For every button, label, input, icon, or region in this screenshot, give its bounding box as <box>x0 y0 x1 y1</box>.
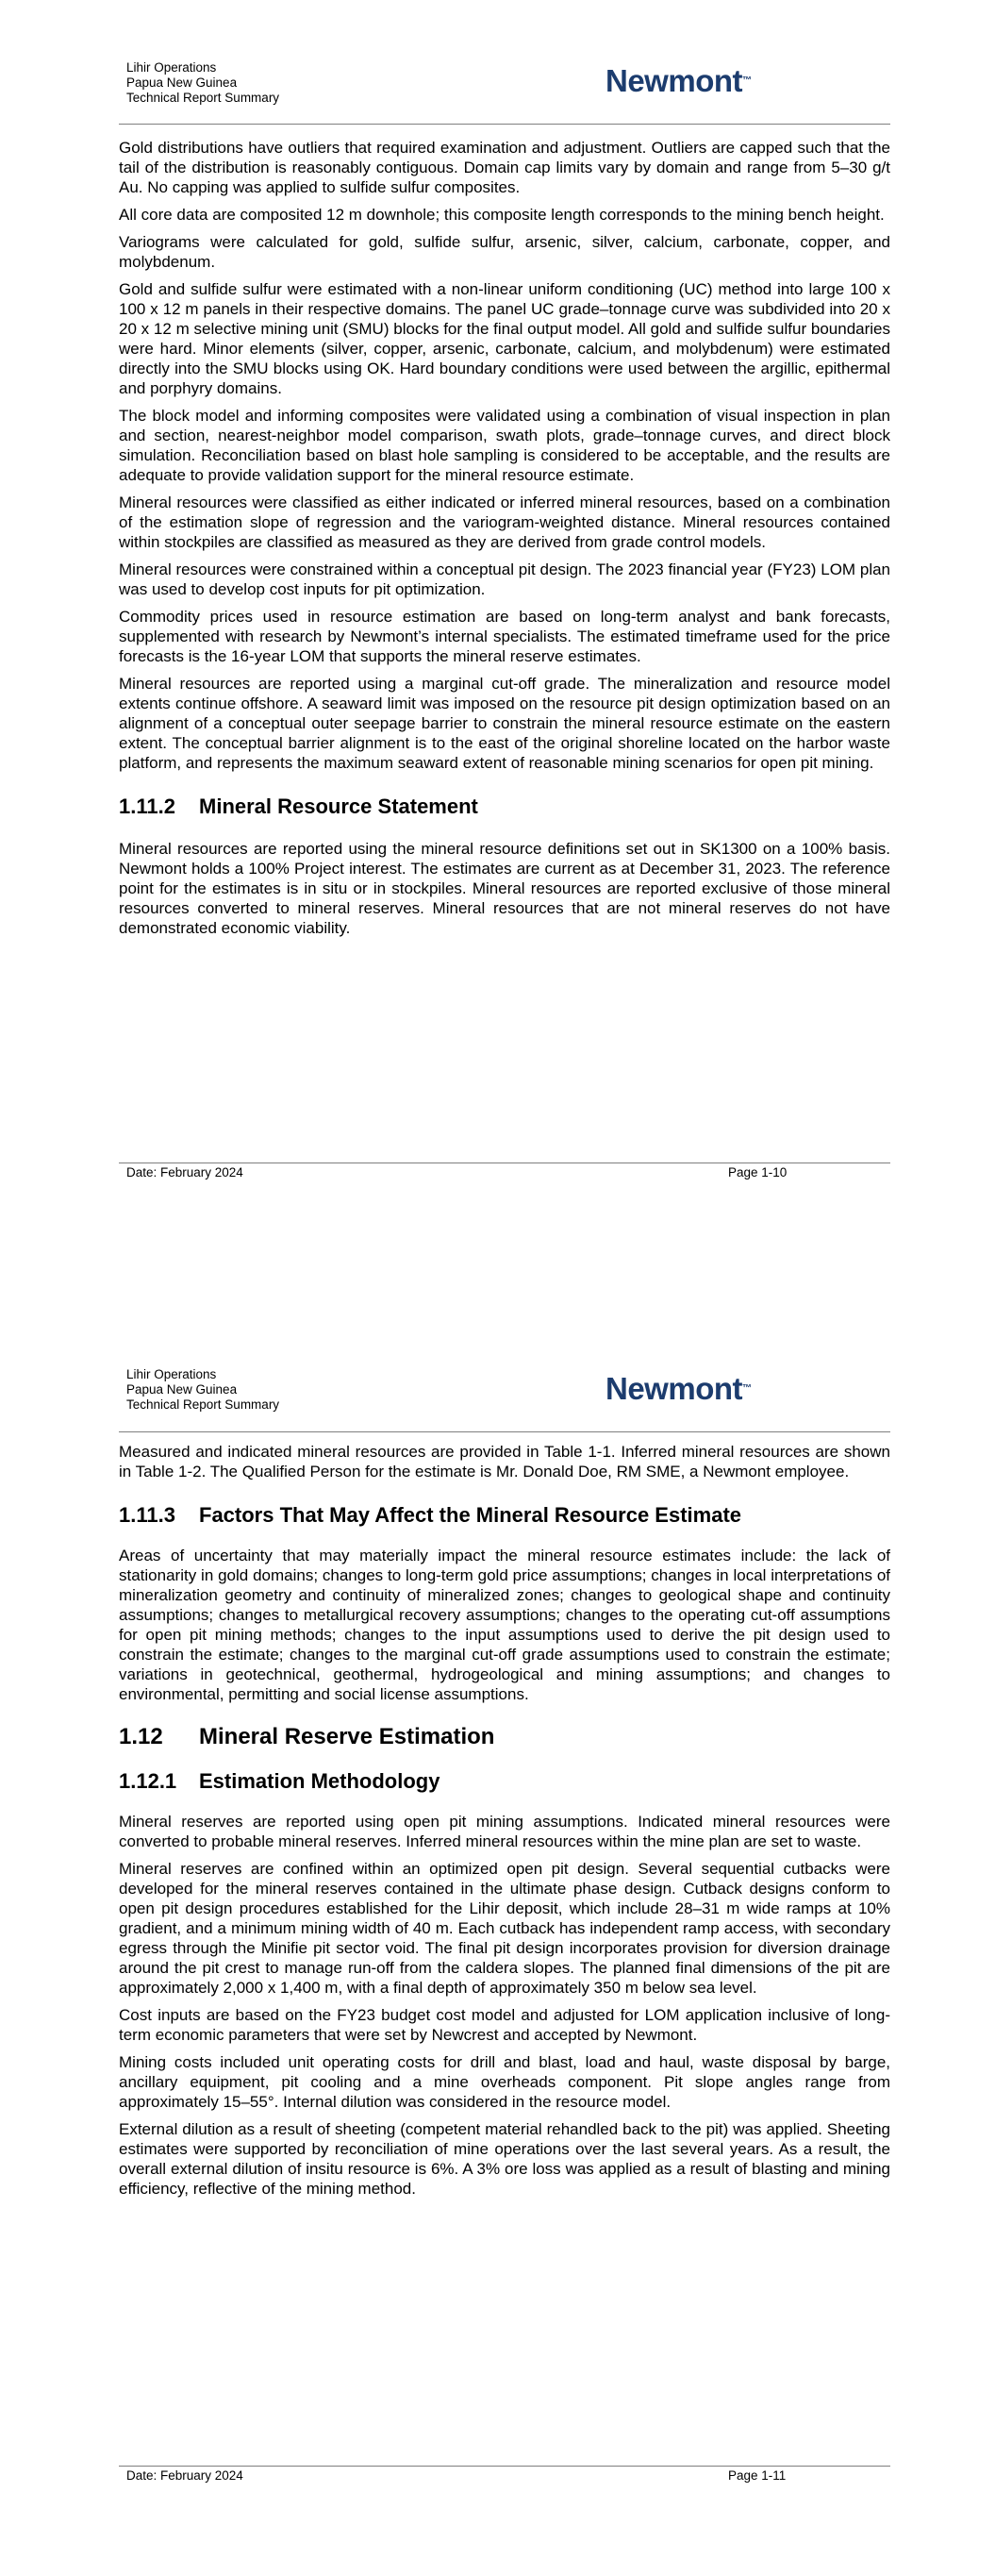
header-country: Papua New Guinea <box>126 1382 238 1397</box>
paragraph: Mining costs included unit operating costs for drill and blast, load and haul, waste disposal by barge, ancillary equipment, pit cooling and a mine overheads component. Pit slope angles range from approximately 15–55°. Internal dilution was considered in the resource model. <box>119 2053 890 2111</box>
header-country: Papua New Guinea <box>126 75 238 90</box>
paragraph: Variograms were calculated for gold, sulfide sulfur, arsenic, silver, calcium, carbonate, copper, and molybdenum. <box>119 233 890 271</box>
section-number: 1.11.2 <box>119 795 175 818</box>
logo-wordmark: Newmont <box>605 1371 742 1406</box>
section-title: Mineral Resource Statement <box>199 795 478 818</box>
paragraph: Mineral resources are reported using the mineral resource definitions set out in SK1300 on a 100% basis. Newmont holds a 100% Project interest. The estimates are current as at December 31, 2023. The reference point for the estimates is in situ or in stockpiles. Mineral resources are reported exclusive of those mineral resources converted to mineral reserves. Mineral resources that are not mineral reserves do not have demonstrated economic viability. <box>119 840 890 937</box>
newmont-logo <box>605 62 785 100</box>
header-company: Lihir Operations <box>126 1367 217 1381</box>
section-heading <box>119 1768 890 1795</box>
paragraph: Mineral reserves are reported using open pit mining assumptions. Indicated mineral resources were converted to probable mineral reserves. Inferred mineral resources within the mine plan are set to waste. <box>119 1813 890 1850</box>
section-heading <box>119 1723 890 1751</box>
paragraph: All core data are composited 12 m downhole; this composite length corresponds to the mining bench height. <box>119 206 885 224</box>
logo-trademark: ™ <box>742 1383 752 1394</box>
header-text <box>126 1367 279 1413</box>
header-text <box>126 60 279 106</box>
footer-date: Date: February 2024 <box>126 1165 243 1179</box>
header-report-title: Technical Report Summary <box>126 1397 280 1412</box>
page-body <box>119 138 890 945</box>
page-2 <box>0 1302 995 2576</box>
header-report-title: Technical Report Summary <box>126 91 280 105</box>
section-heading <box>119 1502 890 1529</box>
paragraph: The block model and informing composites were validated using a combination of visual inspection in plan and section, nearest-neighbor model comparison, swath plots, grade–tonnage curves, and direct block simulation. Reconciliation based on blast hole sampling is considered to be acceptable, and the results are adequate to provide validation support for the mineral resource estimate. <box>119 407 890 484</box>
page-body <box>119 1442 890 2206</box>
paragraph: Commodity prices used in resource estimation are based on long-term analyst and bank forecasts, supplemented with research by Newmont’s internal specialists. The estimated timeframe used for the price forecasts is the 16-year LOM that supports the mineral reserve estimates. <box>119 608 890 665</box>
footer-date: Date: February 2024 <box>126 2468 243 2483</box>
page-1 <box>0 0 995 1227</box>
page-footer <box>119 2466 890 2483</box>
page-header <box>119 1361 890 1432</box>
section-number: 1.12 <box>119 1724 163 1749</box>
paragraph: Mineral reserves are confined within an optimized open pit design. Several sequential cutbacks were developed for the mineral reserves contained in the ultimate phase design. Cutback designs conform to open pit design procedures established for the Lihir deposit, which include 28–31 m wide ramps at 10% gradient, and a minimum mining width of 40 m. Each cutback has independent ramp access, with secondary egress through the Minifie pit sector void. The final pit design incorporates provision for diversion drainage around the pit crest to manage run-off from the caldera slopes. The planned final dimensions of the pit are approximately 2,000 x 1,400 m, with a final depth of approximately 350 m below sea level. <box>119 1860 890 1997</box>
paragraph: Mineral resources were classified as either indicated or inferred mineral resources, based on a combination of the estimation slope of regression and the variogram-weighted distance. Mineral resources contained within stockpiles are classified as measured as they are derived from grade control models. <box>119 493 890 551</box>
paragraph: Gold and sulfide sulfur were estimated with a non-linear uniform conditioning (UC) method into large 100 x 100 x 12 m panels in their respective domains. The panel UC grade–tonnage curve was subdivided into 20 x 20 x 12 m selective mining unit (SMU) blocks for the final output model. All gold and sulfide sulfur boundaries were hard. Minor elements (silver, copper, arsenic, carbonate, calcium, and molybdenum) were estimated directly into the SMU blocks using OK. Hard boundary conditions were used between the argillic, epithermal and porphyry domains. <box>119 280 890 397</box>
paragraph: Mineral resources are reported using a marginal cut-off grade. The mineralization and resource model extents continue offshore. A seaward limit was imposed on the resource pit design optimization based on an alignment of a conceptual outer seepage barrier to constrain the mineral resource estimate on the eastern extent. The conceptual barrier alignment is to the east of the original shoreline located on the harbor waste platform, and represents the maximum seaward extent of reasonable mining scenarios for open pit mining. <box>119 675 890 772</box>
header-company: Lihir Operations <box>126 60 217 75</box>
section-number: 1.11.3 <box>119 1503 175 1527</box>
newmont-logo <box>605 1370 785 1408</box>
logo-trademark: ™ <box>742 75 752 86</box>
page-header <box>119 53 890 125</box>
paragraph: External dilution as a result of sheeting (competent material rehandled back to the pit) was applied. Sheeting estimates were supported by reconciliation of mine operations over the last several years. As a result, the overall external dilution of insitu resource is 6%. A 3% ore loss was applied as a result of blasting and mining efficiency, reflective of the mining method. <box>119 2120 890 2198</box>
paragraph: Gold distributions have outliers that required examination and adjustment. Outliers are capped such that the tail of the distribution is reasonably contiguous. Domain cap limits vary by domain and range from 5–30 g/t Au. No capping was applied to sulfide sulfur composites. <box>119 139 890 196</box>
paragraph: Cost inputs are based on the FY23 budget cost model and adjusted for LOM application inclusive of long-term economic parameters that were set by Newcrest and accepted by Newmont. <box>119 2006 890 2044</box>
paragraph: Measured and indicated mineral resources are provided in Table 1-1. Inferred mineral resources are shown in Table 1-2. The Qualified Person for the estimate is Mr. Donald Doe, RM SME, a Newmont employee. <box>119 1443 890 1480</box>
section-title: Estimation Methodology <box>199 1769 440 1793</box>
logo-wordmark: Newmont <box>605 63 742 98</box>
paragraph: Mineral resources were constrained within a conceptual pit design. The 2023 financial year (FY23) LOM plan was used to develop cost inputs for pit optimization. <box>119 560 890 598</box>
section-title: Mineral Reserve Estimation <box>199 1724 495 1749</box>
section-heading <box>119 794 890 820</box>
footer-page-number: Page 1-11 <box>728 2468 787 2483</box>
paragraph: Areas of uncertainty that may materially impact the mineral resource estimates include: the lack of stationarity in gold domains; changes to long-term gold price assumptions; changes in local interpretations of mineralization geometry and continuity of mineralized zones; changes to geological shape and continuity assumptions; changes to metallurgical recovery assumptions; changes to the operating cut-off assumptions for open pit mining methods; changes to the input assumptions used to derive the pit design used to constrain the estimate; changes to the marginal cut-off grade assumptions used to constrain the estimate; variations in geotechnical, geothermal, hydrogeological and mining assumptions; and changes to environmental, permitting and social license assumptions. <box>119 1547 890 1703</box>
section-number: 1.12.1 <box>119 1769 177 1793</box>
section-title: Factors That May Affect the Mineral Resource Estimate <box>199 1503 742 1527</box>
footer-page-number: Page 1-10 <box>728 1165 788 1179</box>
